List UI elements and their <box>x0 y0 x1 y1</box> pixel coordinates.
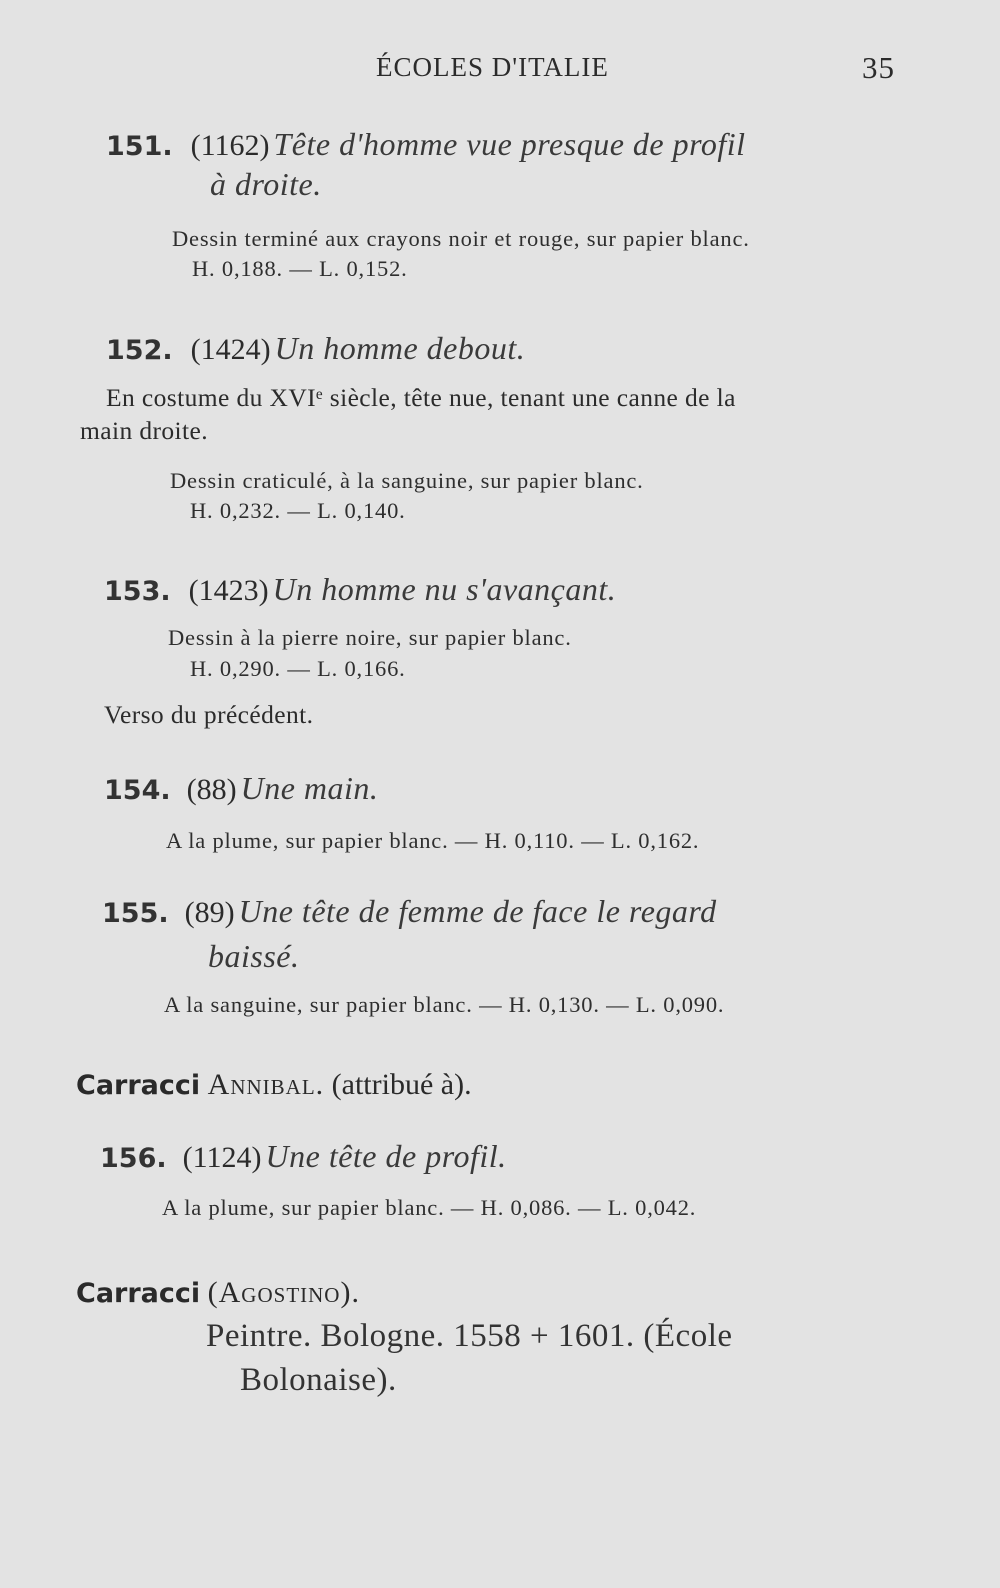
artist-given-name: Annibal. <box>207 1068 325 1101</box>
catalogue-entry-153 <box>104 571 616 608</box>
artist-biography: Peintre. Bologne. 1558 + 1601. (École <box>206 1318 733 1354</box>
entry-description: Dessin craticulé, à la sanguine, sur papier blanc. <box>170 468 644 493</box>
entry-body-text: main droite. <box>80 416 209 445</box>
catalogue-entry-154 <box>104 770 378 807</box>
entry-body-text: En costume du XVIᵉ siècle, tête nue, tenant une canne de la <box>106 383 736 412</box>
entry-title: Une tête de femme de face le regard <box>238 893 717 929</box>
entry-title: Une main. <box>240 770 379 806</box>
entry-number: 154. <box>104 775 171 806</box>
entry-title-continued: baissé. <box>208 938 300 974</box>
catalogue-entry-152 <box>106 330 525 367</box>
entry-body-text: Verso du précédent. <box>104 700 314 729</box>
entry-title-continued: à droite. <box>210 166 322 202</box>
entry-description: A la sanguine, sur papier blanc. — H. 0,130. — L. 0,090. <box>164 992 725 1017</box>
entry-dimensions: H. 0,290. — L. 0,166. <box>190 656 406 681</box>
entry-number: 152. <box>106 335 173 366</box>
entry-description: A la plume, sur papier blanc. — H. 0,086. — L. 0,042. <box>162 1195 697 1220</box>
entry-title: Une tête de profil. <box>265 1138 507 1174</box>
artist-given-name: (Agostino). <box>207 1276 360 1309</box>
entry-number: 151. <box>106 131 173 162</box>
entry-number: 155. <box>102 898 169 929</box>
entry-title: Tête d'homme vue presque de profil <box>273 126 746 162</box>
catalogue-entry-156 <box>100 1138 507 1175</box>
entry-dimensions: H. 0,188. — L. 0,152. <box>192 256 408 281</box>
entry-reference: (1162) <box>190 129 270 162</box>
running-head: ÉCOLES D'ITALIE <box>376 52 609 82</box>
entry-reference: (1424) <box>190 333 271 366</box>
artist-surname: Carracci <box>76 1278 201 1309</box>
entry-title: Un homme nu s'avançant. <box>272 571 617 607</box>
entry-reference: (88) <box>186 773 237 806</box>
entry-number: 156. <box>100 1143 167 1174</box>
artist-heading <box>76 1068 472 1102</box>
artist-surname: Carracci <box>76 1070 201 1101</box>
catalogue-entry-155 <box>102 893 717 930</box>
entry-description: Dessin terminé aux crayons noir et rouge, sur papier blanc. <box>172 226 750 251</box>
artist-attribution-note: (attribué à). <box>331 1068 472 1101</box>
entry-number: 153. <box>104 576 171 607</box>
entry-title: Un homme debout. <box>274 330 526 366</box>
entry-description: A la plume, sur papier blanc. — H. 0,110. — L. 0,162. <box>166 828 700 853</box>
catalogue-entry-151 <box>106 126 746 163</box>
entry-description: Dessin à la pierre noire, sur papier blanc. <box>168 625 572 650</box>
entry-reference: (1124) <box>182 1141 262 1174</box>
artist-heading <box>76 1276 360 1310</box>
artist-biography-continued: Bolonaise). <box>240 1362 397 1398</box>
entry-reference: (1423) <box>188 574 269 607</box>
entry-reference: (89) <box>184 896 235 929</box>
entry-dimensions: H. 0,232. — L. 0,140. <box>190 498 406 523</box>
page-number: 35 <box>862 50 895 85</box>
